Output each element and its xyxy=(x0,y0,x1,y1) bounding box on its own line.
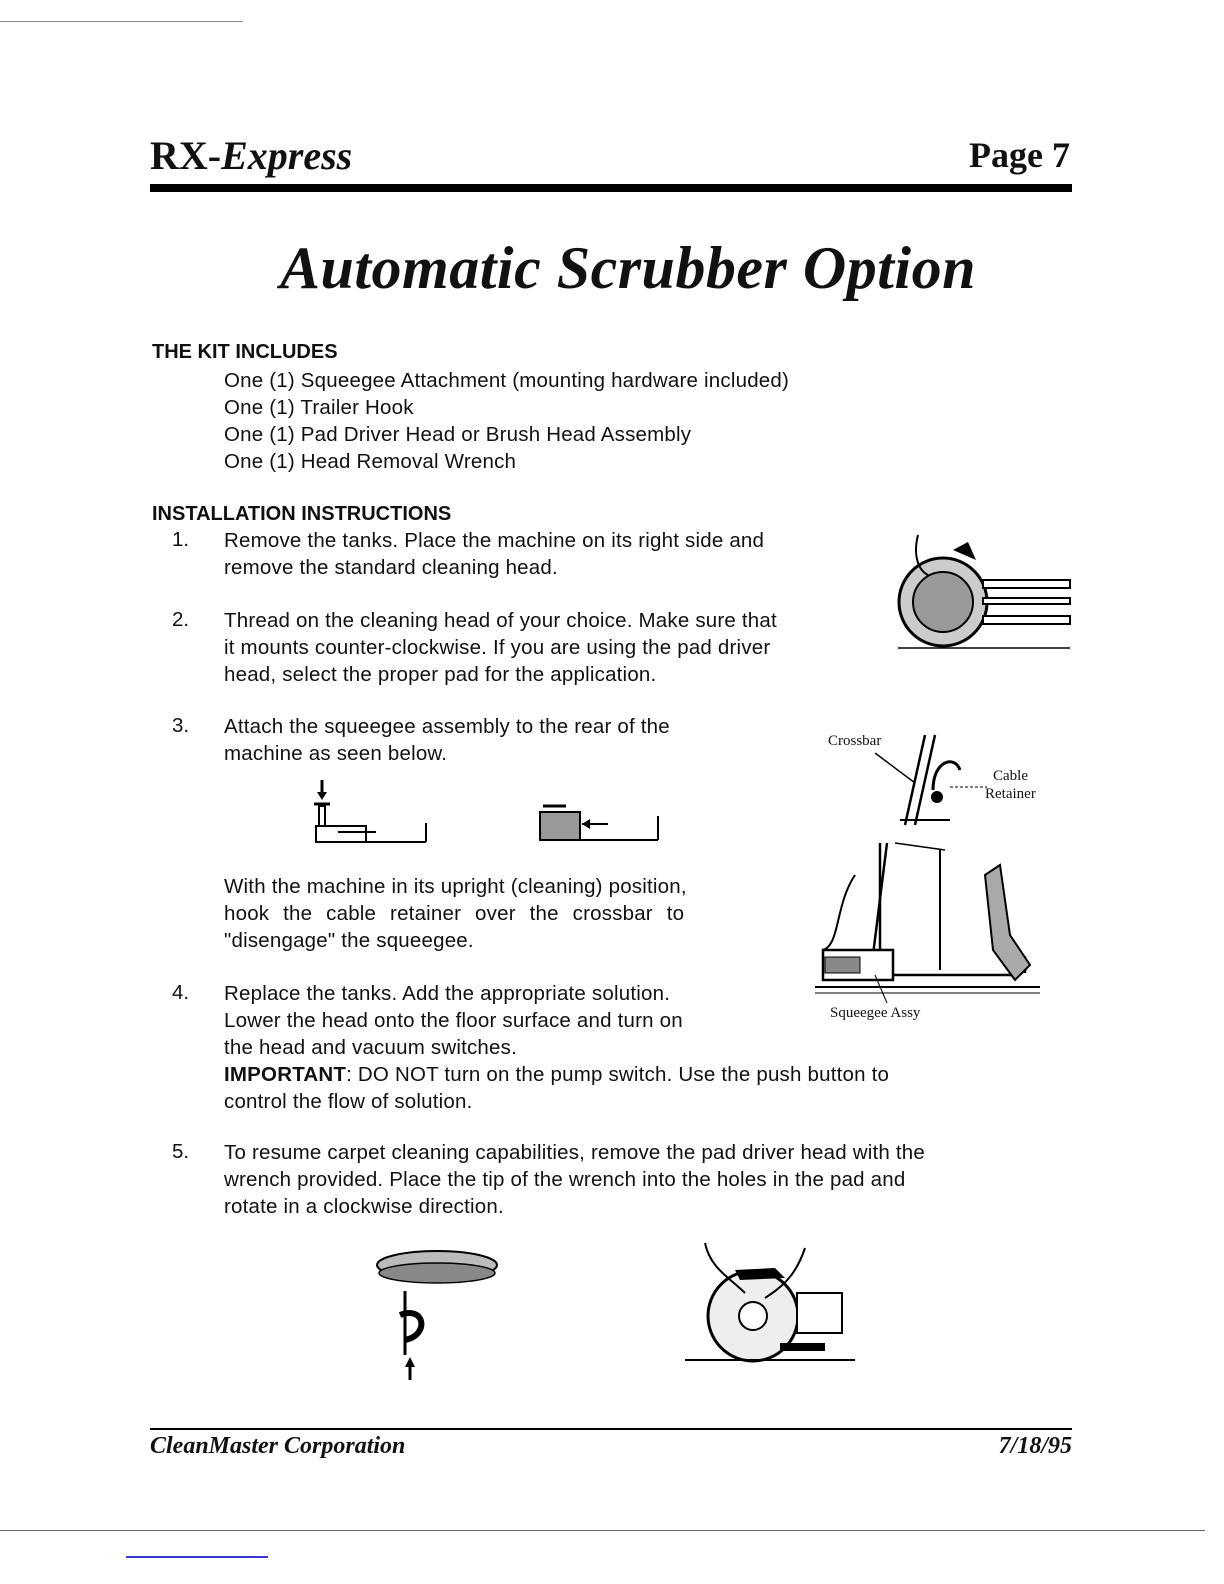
step-line: To resume carpet cleaning capabilities, remove the pad driver head with the xyxy=(224,1141,925,1164)
step-line: Replace the tanks. Add the appropriate solution. xyxy=(224,982,671,1005)
step-line: control the flow of solution. xyxy=(224,1090,473,1113)
step-line: remove the standard cleaning head. xyxy=(224,556,558,579)
step-number: 5. xyxy=(172,1140,190,1163)
head-removal-illustration xyxy=(685,1238,857,1366)
product-italic: Express xyxy=(221,133,353,178)
step-line: the head and vacuum switches. xyxy=(224,1036,517,1059)
step-line: it mounts counter-clockwise. If you are using the pad driver xyxy=(224,636,771,659)
kit-heading: THE KIT INCLUDES xyxy=(152,341,338,363)
footer-date: 7/18/95 xyxy=(998,1433,1072,1459)
important-label: IMPORTANT xyxy=(224,1063,347,1086)
step-text xyxy=(224,527,764,581)
crossbar-label: Crossbar xyxy=(828,733,882,749)
machine-side-illustration xyxy=(898,530,1073,652)
page-title: Automatic Scrubber Option xyxy=(280,235,976,301)
squeegee-assy-label: Squeegee Assy xyxy=(830,1005,921,1021)
step-text xyxy=(224,607,777,688)
kit-item: One (1) Head Removal Wrench xyxy=(224,450,517,473)
cable-label: Cable xyxy=(993,768,1028,784)
step-line: head, select the proper pad for the application. xyxy=(224,663,657,686)
step-line: Remove the tanks. Place the machine on its right side and xyxy=(224,529,765,552)
kit-item: One (1) Trailer Hook xyxy=(224,396,414,419)
kit-list xyxy=(224,367,789,475)
retainer-label: Retainer xyxy=(985,786,1036,802)
step-line: rotate in a clockwise direction. xyxy=(224,1195,504,1218)
important-text: : DO NOT turn on the pump switch. Use the push button to xyxy=(346,1063,890,1086)
scan-line-bottom xyxy=(0,1530,1205,1531)
step-number: 4. xyxy=(172,981,190,1004)
step-line: wrench provided. Place the tip of the wrench into the holes in the pad and xyxy=(224,1168,906,1191)
step-line: With the machine in its upright (cleaning) position, xyxy=(224,875,687,898)
step-number: 3. xyxy=(172,714,190,737)
step-line: Thread on the cleaning head of your choice. Make sure that xyxy=(224,609,777,632)
crossbar-cable-retainer-diagram xyxy=(815,725,1045,1010)
step-text xyxy=(224,713,670,767)
step-number: 1. xyxy=(172,528,190,551)
pad-driver-wrench-illustration xyxy=(375,1245,510,1385)
step-followup xyxy=(224,873,764,954)
step-line: hook the cable retainer over the crossbar to xyxy=(224,902,685,925)
squeegee-attach-diagram-1 xyxy=(308,778,438,848)
header-rule xyxy=(150,184,1072,192)
kit-item: One (1) Pad Driver Head or Brush Head Assembly xyxy=(224,423,692,446)
step-line: "disengage" the squeegee. xyxy=(224,929,474,952)
footer-company: CleanMaster Corporation xyxy=(150,1433,406,1459)
product-name xyxy=(150,132,352,179)
footer-rule xyxy=(150,1428,1072,1430)
important-line xyxy=(224,1061,889,1088)
step-text xyxy=(224,980,889,1115)
step-line: Attach the squeegee assembly to the rear of the xyxy=(224,715,670,738)
installation-heading: INSTALLATION INSTRUCTIONS xyxy=(152,503,452,525)
step-number: 2. xyxy=(172,608,190,631)
step-text xyxy=(224,1139,925,1220)
step-line: Lower the head onto the floor surface and turn on xyxy=(224,1009,683,1032)
scan-mark-bottom xyxy=(126,1556,268,1558)
scan-line-top xyxy=(0,21,243,22)
product-prefix: RX- xyxy=(150,133,222,178)
step-line: machine as seen below. xyxy=(224,742,448,765)
squeegee-attach-diagram-2 xyxy=(538,800,663,845)
page-number: Page 7 xyxy=(969,135,1070,175)
kit-item: One (1) Squeegee Attachment (mounting hardware included) xyxy=(224,369,790,392)
